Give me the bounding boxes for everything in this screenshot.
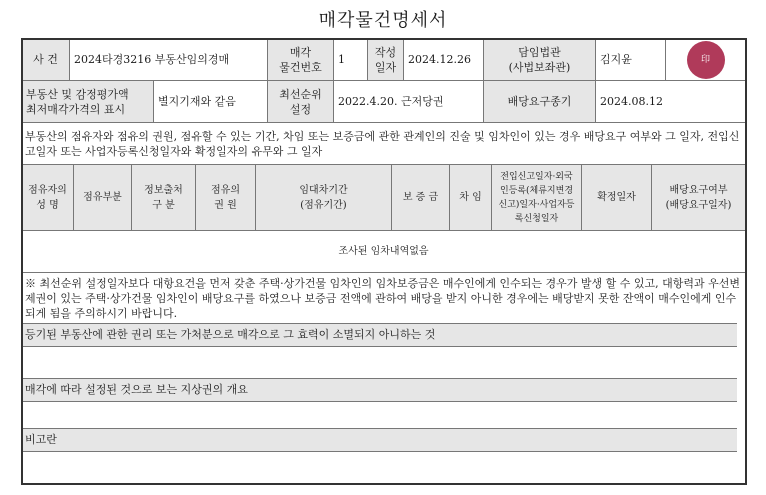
col-period: 임대차기간 (점유기간) xyxy=(256,165,392,231)
deadline-value: 2024.08.12 xyxy=(596,81,746,123)
appraisal-table xyxy=(21,80,746,123)
col-part: 점유부분 xyxy=(74,165,132,231)
written-label: 작성 일자 xyxy=(368,39,404,81)
notice-text: ※ 최선순위 설정일자보다 대항요건을 먼저 갖춘 주택·상가건물 임차인의 임차보증금은 매수인에게 인수되는 경우가 발생 할 수 있고, 대항력과 우선변제권이 있는 주택·상가건물 임차인이 배당요구를 하였으나 보증금 전액에 관하여 배당을 받지 아니한 경우에는 배당받지 못한 잔액이 매수인에게 인수되게 됨을 주의하시기 바랍니다. xyxy=(25,277,740,320)
col-dividend: 배당요구여부 (배당요구일자) xyxy=(652,165,746,231)
judge-seal: 印 xyxy=(687,41,725,79)
priority-value: 2022.4.20. 근저당권 xyxy=(334,81,484,123)
priority-label: 최선순위 설정 xyxy=(268,81,334,123)
occupancy-intro: 부동산의 점유자와 점유의 권원, 점유할 수 있는 기간, 차임 또는 보증금에 관한 관계인의 진술 및 임차인이 있는 경우 배당요구 여부와 그 일자, 전입신고일자 또는 사업자등록신청일자와 확정일자의 유무와 그 일자 xyxy=(25,130,740,158)
item-no-label: 매각 물건번호 xyxy=(268,39,334,81)
page-title: 매각물건명세서 xyxy=(318,10,448,31)
col-fixed: 확정일자 xyxy=(582,165,652,231)
judge-seal-cell xyxy=(666,39,746,81)
appraisal-value: 별지기재와 같음 xyxy=(154,81,268,123)
judge-label: 담임법관 (사법보좌관) xyxy=(484,39,596,81)
col-rent: 차 임 xyxy=(450,165,492,231)
remarks-header: 비고란 xyxy=(21,428,737,452)
col-move-in: 전입신고일자·외국 인등록(체류지변경 신고)일자·사업자등 록신청일자 xyxy=(492,165,582,231)
occupancy-table xyxy=(21,164,746,273)
judge-value: 김지윤 xyxy=(596,39,666,81)
col-occupant: 점유자의 성 명 xyxy=(22,165,74,231)
col-deposit: 보 증 금 xyxy=(392,165,450,231)
appraisal-label: 부동산 및 감정평가액 최저매각가격의 표시 xyxy=(22,81,154,123)
empty-occupancy-message: 조사된 임차내역없음 xyxy=(22,231,746,273)
item-no-value: 1 xyxy=(334,39,368,81)
deadline-label: 배당요구종기 xyxy=(484,81,596,123)
surface-rights-header: 매각에 따라 설정된 것으로 보는 지상권의 개요 xyxy=(21,378,737,402)
written-value: 2024.12.26 xyxy=(404,39,484,81)
col-source: 정보출처 구 분 xyxy=(132,165,196,231)
case-value: 2024타경3216 부동산임의경매 xyxy=(70,39,268,81)
header-table xyxy=(21,38,746,81)
case-label: 사 건 xyxy=(22,39,70,81)
col-title: 점유의 권 원 xyxy=(196,165,256,231)
registered-rights-header: 등기된 부동산에 관한 권리 또는 가처분으로 매각으로 그 효력이 소멸되지 아니하는 것 xyxy=(21,323,737,347)
